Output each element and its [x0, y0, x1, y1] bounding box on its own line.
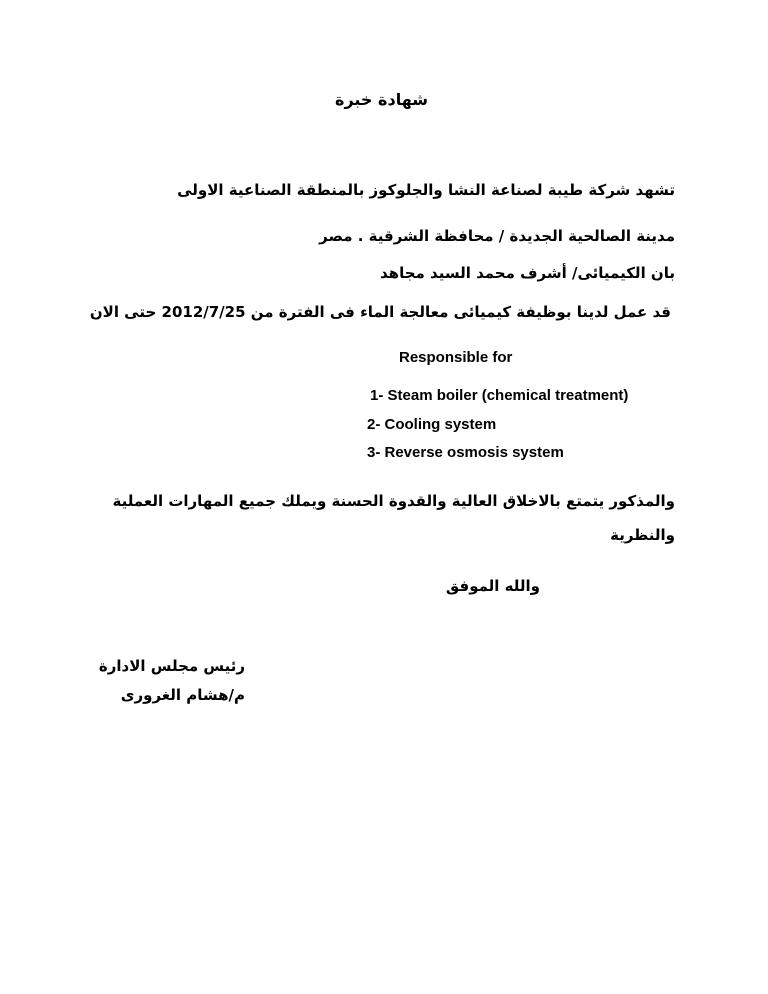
conduct-statement-line: والنظرية — [610, 526, 675, 544]
responsibilities-heading: Responsible for — [399, 349, 513, 366]
conduct-statement-line: والمذكور يتمتع بالاخلاق العالية والقدوة الحسنة ويملك جميع المهارات العملية — [112, 492, 675, 510]
certificate-title: شهادة خبرة — [335, 90, 428, 109]
signature-title: رئيس مجلس الادارة — [98, 657, 245, 675]
responsibility-item: 2- Cooling system — [367, 416, 497, 433]
closing-phrase: والله الموفق — [445, 577, 540, 595]
intro-company-line: تشهد شركة طيبة لصناعة النشا والجلوكوز بالمنطقة الصناعية الاولى — [177, 181, 675, 199]
intro-employment-period-line: قد عمل لدينا بوظيفة كيميائى معالجة الماء فى الفترة من 2012/7/25 حتى الان — [89, 303, 671, 321]
signature-name: م/هشام الغرورى — [120, 686, 245, 704]
intro-employee-line: بان الكيميائى/ أشرف محمد السيد مجاهد — [380, 264, 675, 282]
responsibility-item: 1- Steam boiler (chemical treatment) — [370, 387, 629, 404]
responsibility-item: 3- Reverse osmosis system — [367, 444, 564, 461]
intro-location-line: مدينة الصالحية الجديدة / محافظة الشرقية . مصر — [319, 227, 675, 245]
